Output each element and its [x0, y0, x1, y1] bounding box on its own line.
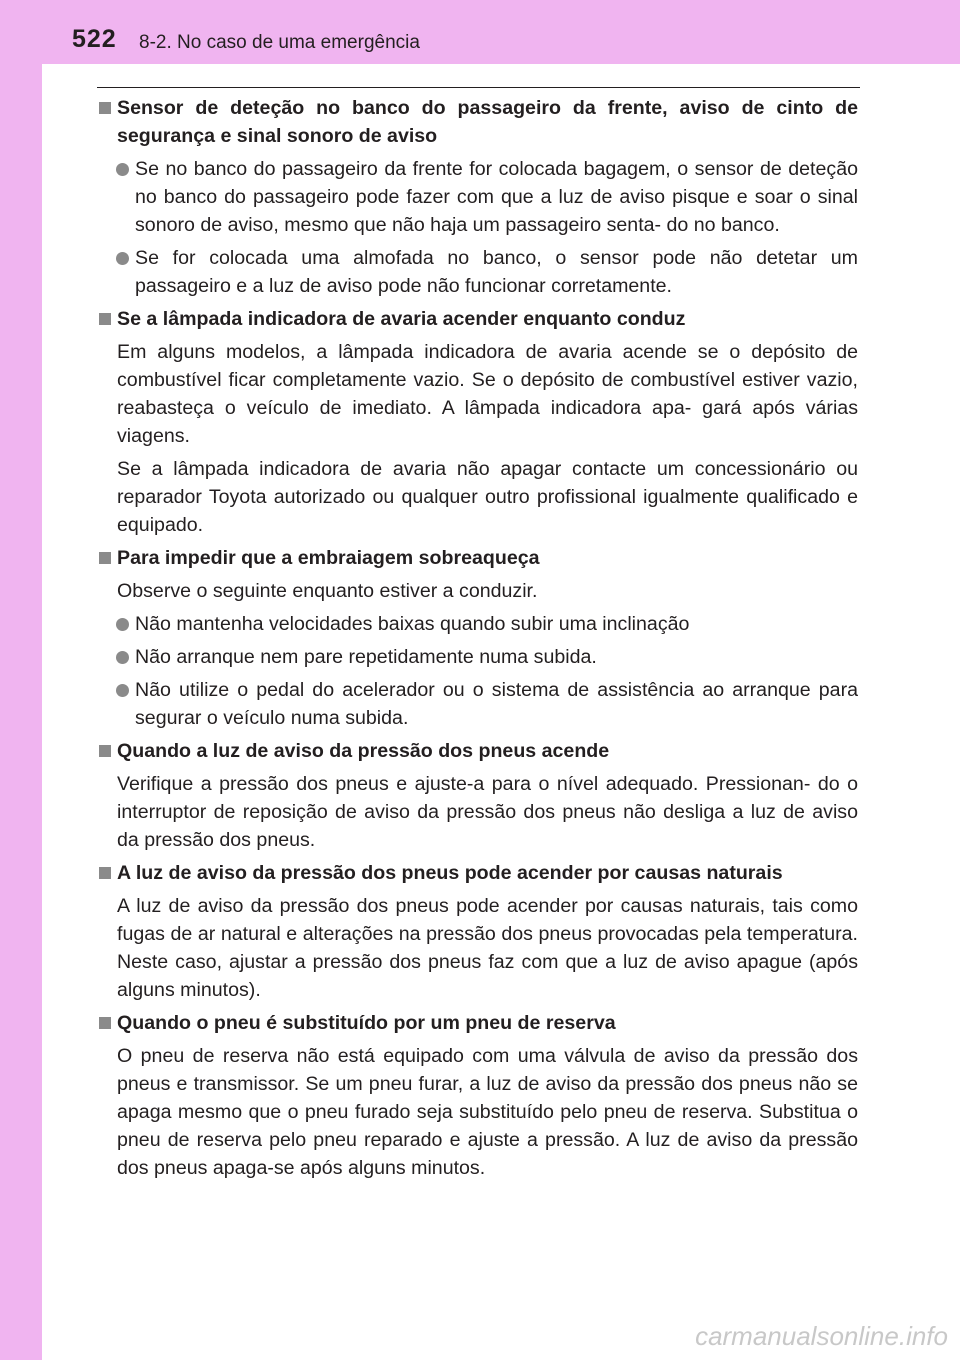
header-rule	[97, 87, 860, 88]
section-heading-text: Para impedir que a embraiagem sobreaqueça	[117, 547, 540, 569]
section-heading	[98, 859, 858, 887]
square-bullet-icon	[99, 745, 111, 757]
circle-bullet-icon	[116, 651, 129, 664]
square-bullet-icon	[99, 313, 111, 325]
section-heading-text: Sensor de deteção no banco do passageiro da frente, aviso de cinto de segurança e sinal sonoro de aviso	[117, 97, 858, 147]
section-heading-text: Se a lâmpada indicadora de avaria acender enquanto conduz	[117, 308, 686, 330]
bullet-text: Se for colocada uma almofada no banco, o sensor pode não detetar um passageiro e a luz de aviso pode não funcionar corretamente.	[135, 247, 858, 297]
section-heading-text: Quando o pneu é substituído por um pneu de reserva	[117, 1012, 616, 1034]
section-heading	[98, 1009, 858, 1037]
paragraph: A luz de aviso da pressão dos pneus pode acender por causas naturais, tais como fugas de ar natural e alterações na pressão dos pneus provocadas pela temperatura. Neste caso, ajustar a pressão dos pneus faz com que a luz de aviso apague (após alguns minutos).	[117, 895, 858, 1001]
square-bullet-icon	[99, 867, 111, 879]
side-color-strip	[0, 0, 42, 1360]
section-heading-text: A luz de aviso da pressão dos pneus pode acender por causas naturais	[117, 862, 783, 884]
bullet-item	[98, 610, 858, 638]
section-heading	[98, 737, 858, 765]
bullet-text: Não mantenha velocidades baixas quando subir uma inclinação	[135, 613, 690, 635]
square-bullet-icon	[99, 552, 111, 564]
bullet-item	[98, 155, 858, 239]
page-body	[98, 94, 858, 1187]
section-title: 8-2. No caso de uma emergência	[139, 32, 420, 53]
circle-bullet-icon	[116, 684, 129, 697]
section-heading	[98, 544, 858, 572]
section-heading	[98, 94, 858, 150]
bullet-item	[98, 244, 858, 300]
page-number: 522	[72, 25, 117, 53]
paragraph: Observe o seguinte enquanto estiver a conduzir.	[117, 580, 538, 602]
paragraph: Em alguns modelos, a lâmpada indicadora de avaria acende se o depósito de combustível ficar completamente vazio. Se o depósito de combustível estiver vazio, reabasteça o veículo de imediato. A lâmpada indicadora apa- gará após várias viagens.	[117, 341, 858, 447]
watermark-text: carmanualsonline.info	[695, 1321, 948, 1351]
paragraph: O pneu de reserva não está equipado com uma válvula de aviso da pressão dos pneus e transmissor. Se um pneu furar, a luz de aviso da pressão dos pneus não se apaga mesmo que o pneu furado seja substituído pelo pneu de reserva. Substitua o pneu de reserva pelo pneu reparado e ajuste a pressão. A luz de aviso da pressão dos pneus apaga-se após alguns minutos.	[117, 1045, 858, 1179]
bullet-text: Não arranque nem pare repetidamente numa subida.	[135, 646, 597, 668]
bullet-item	[98, 676, 858, 732]
section-heading	[98, 305, 858, 333]
circle-bullet-icon	[116, 618, 129, 631]
square-bullet-icon	[99, 1017, 111, 1029]
bullet-text: Não utilize o pedal do acelerador ou o sistema de assistência ao arranque para segurar o veículo numa subida.	[135, 679, 858, 729]
bullet-item	[98, 643, 858, 671]
circle-bullet-icon	[116, 252, 129, 265]
bullet-text: Se no banco do passageiro da frente for colocada bagagem, o sensor de deteção no banco do passageiro pode fazer com que a luz de aviso pisque e soar o sinal sonoro de aviso, mesmo que não haja um passageiro senta- do no banco.	[135, 158, 858, 236]
circle-bullet-icon	[116, 163, 129, 176]
paragraph: Se a lâmpada indicadora de avaria não apagar contacte um concessionário ou reparador Toyota autorizado ou qualquer outro profissional igualmente qualificado e equipado.	[117, 458, 858, 536]
section-heading-text: Quando a luz de aviso da pressão dos pneus acende	[117, 740, 610, 762]
square-bullet-icon	[99, 102, 111, 114]
paragraph: Verifique a pressão dos pneus e ajuste-a para o nível adequado. Pressionan- do o interruptor de reposição de aviso da pressão dos pneus não desliga a luz de aviso da pressão dos pneus.	[117, 773, 858, 851]
